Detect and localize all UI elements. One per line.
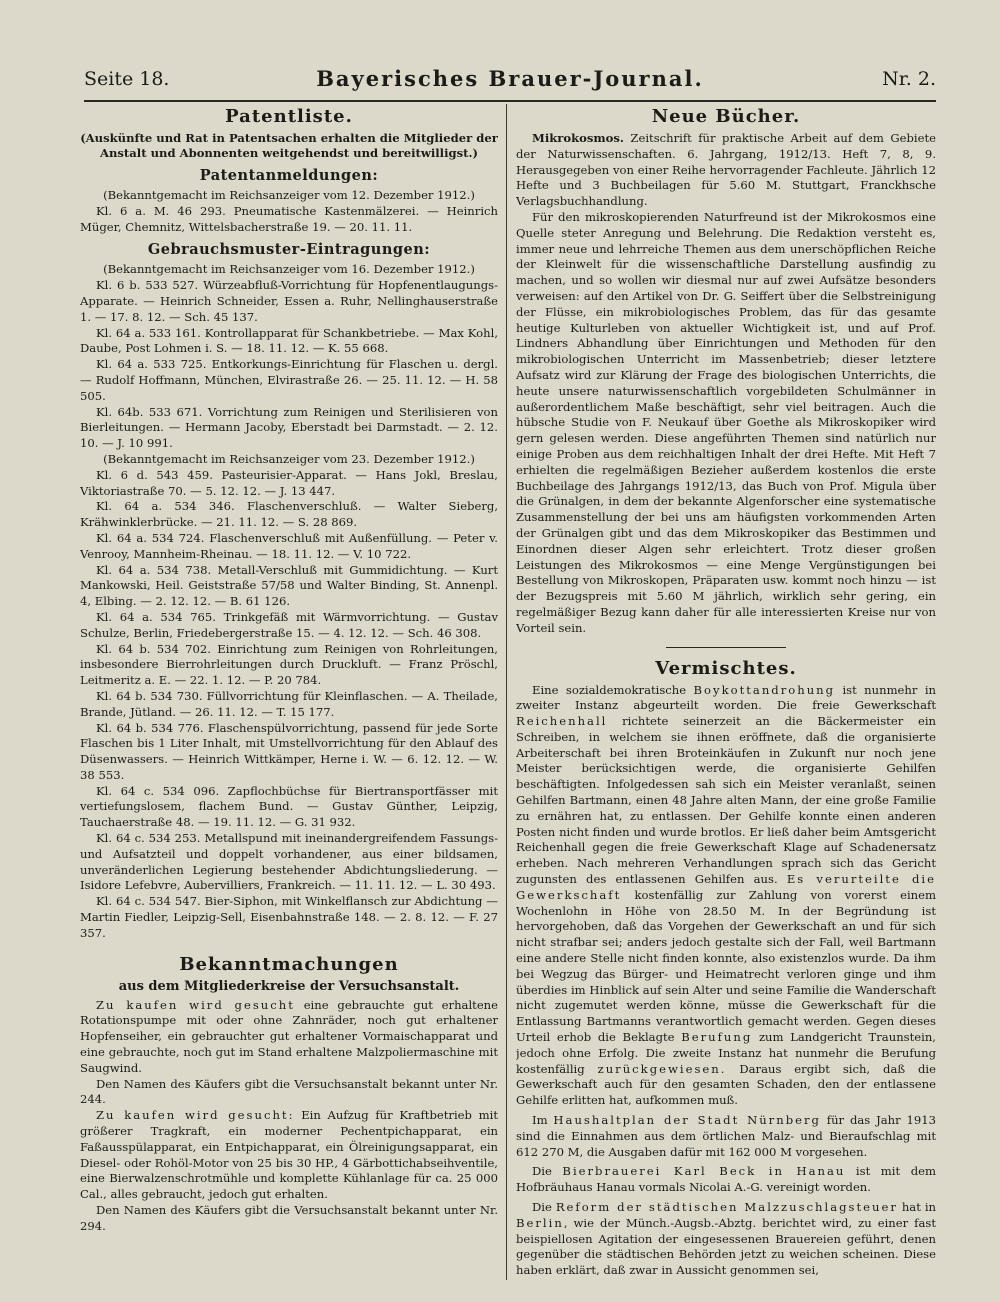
- patentliste-title: Patentliste.: [225, 106, 353, 127]
- ad-text: eine gebrauchte gut erhaltene Rotationspumpe mit oder ohne Zahnräder, noch gut erhaltener Hopfenseiher, ein gebrauchter gut erhaltener Vormaischapparat und eine gebrauchte, noch gut im Stand erhaltene Malzpoliermaschine mit Saugwind.: [80, 997, 498, 1075]
- column-divider: [506, 104, 507, 1280]
- patent-entry: Kl. 6 b. 533 527. Würzeabfluß-Vorrichtung für Hopfenentlaugungs-Apparate. — Heinrich Schneider, Essen a. Ruhr, Nellinghauserstraße 1. — 17. 8. 12. — Sch. 45 137.: [80, 278, 498, 324]
- text: Daraus ergibt sich, daß die Gewerkschaft auch für den gesamten Schaden, den der entlassene Gehilfe erlitten hat, aufkommen muß.: [516, 1061, 936, 1108]
- issue-number: Nr. 2.: [882, 68, 936, 90]
- right-column: [516, 104, 936, 1282]
- neue-buecher-title: Neue Bücher.: [651, 106, 801, 127]
- spaced-text: Reform der städtischen Malzzuschlagsteuer: [555, 1200, 898, 1214]
- patent-entry: Kl. 64 b. 534 702. Einrichtung zum Reinigen von Rohrleitungen, insbesondere Bierrohrleitungen durch Druckluft. — Franz Pröschl, Leitmeritz a. E. — 22. 1. 12. — P. 20 784.: [80, 641, 498, 688]
- ad-paragraph-2: Den Namen des Käufers gibt die Versuchsanstalt bekannt unter Nr. 244.: [80, 1076, 498, 1107]
- spaced-text: zurückgewiesen.: [597, 1061, 727, 1076]
- text: Die: [532, 1200, 556, 1214]
- spaced-text: Berlin: [516, 1215, 564, 1230]
- text: hat in: [897, 1200, 936, 1214]
- vermischtes-paragraph-1: [516, 683, 936, 1110]
- journal-title: Bayerisches Brauer-Journal.: [316, 66, 704, 91]
- spaced-text: Berufung: [681, 1030, 753, 1045]
- gebrauchsmuster-title: Gebrauchsmuster-Eintragungen:: [147, 241, 431, 259]
- spaced-text: Reichenhall: [516, 714, 608, 729]
- ad-paragraph-1: [80, 998, 498, 1077]
- spaced-text: Boykottandrohung: [693, 682, 836, 697]
- gebrauchsmuster-source-1: (Bekanntgemacht im Reichsanzeiger vom 16. Dezember 1912.): [103, 262, 475, 277]
- text: kostenfällig zur Zahlung von vorerst einem Wochenlohn in Höhe von 28.50 M. In der Begründung ist hervorgehoben, daß das Vorgehen der Gewerkschaft an und für sich nicht strafbar sei; anders jedoch gestalte sich der Fall, weil Bartmann eine andere Stelle nicht finden konnte, also existenzlos wurde. Da ihm bei Wegzug das Bürger- und Heimatrecht verloren ginge und ihm überdies im Hinblick auf sein Alter und seine Familie die Wanderschaft nicht zugemutet werden könne, müsse die Gewerkschaft für die Entlassung Bartmanns verantwortlich gemacht werden. Gegen dieses Urteil erhob die Beklagte: [516, 887, 936, 1045]
- patent-entry: Kl. 64 b. 534 776. Flaschenspülvorrichtung, passend für jede Sorte Flaschen bis 1 Liter Inhalt, mit Umstellvorrichtung für den Ablauf des Düsenwassers. — Heinrich Wittkämper, Herne i. W. — 6. 12. 12. — W. 38 553.: [80, 720, 498, 782]
- patent-entry: Kl. 64 a. 534 724. Flaschenverschluß mit Außenfüllung. — Peter v. Venrooy, Mannheim-Rheinau. — 18. 11. 12. — V. 10 722.: [80, 530, 498, 561]
- text: ist mit dem Hofbräuhaus Hanau vormals Nicolai A.-G. vereinigt worden.: [516, 1164, 936, 1195]
- vermischtes-paragraph-2: [516, 1113, 936, 1160]
- patent-entry: Kl. 64 a. 534 765. Trinkgefäß mit Wärmvorrichtung. — Gustav Schulze, Berlin, Friedebergerstraße 15. — 4. 12. 12. — Sch. 46 308.: [80, 609, 498, 640]
- patent-entry: Kl. 64 c. 534 096. Zapflochbüchse für Biertransportfässer mit vertiefungslosem, flachem Bund. — Gustav Günther, Leipzig, Tauchaerstraße 48. — 19. 11. 12. — G. 31 932.: [80, 783, 498, 830]
- vermischtes-paragraph-3: [516, 1164, 936, 1196]
- ad-paragraph-4: Den Namen des Käufers gibt die Versuchsanstalt bekannt unter Nr. 294.: [80, 1203, 498, 1233]
- anmeldungen-title: Patentanmeldungen:: [199, 167, 379, 184]
- page-header: [84, 62, 936, 102]
- patent-entry: Kl. 64 b. 534 730. Füllvorrichtung für Kleinflaschen. — A. Theilade, Brande, Jütland. — 26. 11. 12. — T. 15 177.: [80, 688, 498, 719]
- text: , wie der Münch.-Augsb.-Abztg. berichtet wird, zu einer fast beispiellosen Agitation der eingesessenen Brauereien geführt, denen gegenüber die städtischen Behörden jetzt zu weichen scheinen. Diese haben erklärt, daß zwar in Aussicht genommen sei,: [516, 1215, 936, 1278]
- buecher-text: Zeitschrift für praktische Arbeit auf dem Gebiete der Naturwissenschaften. 6. Jahrgang, 1912/13. Heft 7, 8, 9. Herausgegeben von einer Reihe hervorragender Fachleute. Jährlich 12 Hefte und 3 Buchbeilagen für 5.60 M. Stuttgart, Franckhsche Verlagsbuchhandlung.: [516, 131, 936, 209]
- section-rule: [666, 647, 786, 648]
- page-number: Seite 18.: [84, 68, 170, 90]
- spaced-text: Bierbrauerei Karl Beck in Hanau: [562, 1164, 846, 1179]
- bekanntmachungen-subtitle: aus dem Mitgliederkreise der Versuchsanstalt.: [118, 978, 460, 994]
- ad-lead: Zu kaufen wird gesucht:: [96, 1108, 295, 1123]
- patent-entry: Kl. 64 a. 534 738. Metall-Verschluß mit Gummidichtung. — Kurt Mankowski, Heil. Geiststraße 57/58 und Walter Binding, St. Annenpl. 4, Elbing. — 2. 12. 12. — B. 61 126.: [80, 562, 498, 609]
- text: richtete seinerzeit an die Bäckermeister ein Schreiben, in welchem sie ihnen eröffnete, daß die organisierte Arbeiterschaft bei ihren Broteinkäufen in Zukunft nur noch jene Meister berücksichtigen werde, die organisierte Gehilfen beschäftigten. Infolgedessen sah sich ein Meister veranlaßt, seinen Gehilfen Bartmann, einen 48 Jahre alten Mann, der eine große Familie zu ernähren hat, zu entlassen. Der Gehilfe konnte einen anderen Posten nicht finden und wurde brotlos. Er ließ daher beim Amtsgericht Reichenhall gegen die freie Gewerkschaft Klage auf Schadenersatz erheben. Nach mehreren Verhandlungen sprach sich das Gericht zugunsten des entlassenen Gehilfen aus.: [516, 714, 936, 887]
- patent-entry: Kl. 64 c. 534 547. Bier-Siphon, mit Winkelflansch zur Abdichtung — Martin Fiedler, Leipzig-Sell, Eisenbahnstraße 148. — 2. 8. 12. — F. 27 357.: [80, 894, 498, 940]
- buecher-lead: Mikrokosmos.: [532, 131, 624, 145]
- ad-lead: Zu kaufen wird gesucht: [96, 997, 295, 1012]
- text: ist nunmehr in zweiter Instanz abgeurteilt worden. Die freie Gewerkschaft: [516, 682, 936, 713]
- ad-text: Ein Aufzug für Kraftbetrieb mit größerer Tragkraft, ein moderner Pechentpichapparat, ein Faßausspülapparat, ein Entpichapparat, ein Ölreinigungsapparat, ein Diesel- oder Rohöl-Motor von 25 bis 30 HP., 4 Gärbottichabseihventile, eine Bierwalzenschrotmühle und komplette Kühlanlage für ca. 25 000 Cal., alles gebraucht, jedoch gut erhalten.: [80, 1108, 498, 1202]
- ad-paragraph-3: [80, 1108, 498, 1203]
- text: Eine sozialdemokratische: [532, 682, 694, 697]
- patent-entry: Kl. 64 a. 533 161. Kontrollapparat für Schankbetriebe. — Max Kohl, Daube, Post Lohmen i. S. — 18. 11. 12. — K. 55 668.: [80, 325, 498, 356]
- patent-entry: Kl. 64 c. 534 253. Metallspund mit ineinandergreifendem Fassungs- und Aufsatzteil und doppelt vorhandener, aus einer bildsamen, unveränderlichen Legierung bestehender Abdichtungsliederung. — Isidore Lefebvre, Aubervilliers, Frankreich. — 11. 11. 12. — L. 30 493.: [80, 831, 498, 893]
- gebrauchsmuster-source-2: (Bekanntgemacht im Reichsanzeiger vom 23. Dezember 1912.): [103, 451, 475, 466]
- spaced-text: Es verurteilte die Gewerkschaft: [516, 872, 936, 902]
- patent-entry: Kl. 64b. 533 671. Vorrichtung zum Reinigen und Sterilisieren von Bierleitungen. — Hermann Jacoby, Eberstadt bei Darmstadt. — 2. 12. 10. — J. 10 991.: [80, 404, 498, 451]
- vermischtes-paragraph-4: [516, 1200, 936, 1279]
- text: Im: [532, 1113, 554, 1128]
- patent-entry: Kl. 6 d. 543 459. Pasteurisier-Apparat. — Hans Jokl, Breslau, Viktoriastraße 70. — 5. 12. 12. — J. 13 447.: [80, 467, 498, 498]
- anmeldung-entry: Kl. 6 a. M. 46 293. Pneumatische Kastenmälzerei. — Heinrich Müger, Chemnitz, Wittelsbacherstraße 19. — 20. 11. 11.: [80, 203, 498, 234]
- vermischtes-title: Vermischtes.: [655, 657, 797, 679]
- patent-entry: Kl. 64 a. 534 346. Flaschenverschluß. — Walter Sieberg, Krähwinklerbrücke. — 21. 11. 12. — S. 28 869.: [80, 499, 498, 530]
- patentliste-note: (Auskünfte und Rat in Patentsachen erhalten die Mitglieder der Anstalt und Abonnenten weitgehendst und bereitwilligst.): [80, 131, 498, 160]
- anmeldungen-source: (Bekanntgemacht im Reichsanzeiger vom 12. Dezember 1912.): [103, 188, 475, 202]
- text: Die: [532, 1164, 563, 1179]
- buecher-paragraph-1: [516, 131, 936, 210]
- text: für das Jahr 1913 sind die Einnahmen aus dem örtlichen Malz- und Bieraufschlag mit 612 270 M, die Ausgaben dafür mit 162 000 M vorgesehen.: [516, 1113, 936, 1159]
- buecher-paragraph-2: Für den mikroskopierenden Naturfreund ist der Mikrokosmos eine Quelle steter Anregung und Belehrung. Die Redaktion versteht es, immer neue und lehrreiche Themen aus dem unerschöpflichen Reiche der Kleinwelt für die wissenschaftliche Darstellung ausfindig zu machen, und so wollen wir diesmal nur auf zwei Aufsätze besonders verweisen: auf den Artikel von Dr. G. Seiffert über die Selbstreinigung der Flüsse, ein mikrobiologisches Problem, das für das gesamte heutige Kulturleben von aktueller Wichtigkeit ist, und auf Prof. Lindners Abhandlung über Einrichtungen und Methoden für den mikrobiologischen Unterricht im Massenbetrieb; dieser letztere Aufsatz wird zur Klärung der Frage des biologischen Unterrichts, die heute unsere naturwissenschaftlich vorgebildeten Schulmänner in außerordentlichem Maße beschäftigt, sehr viel beitragen. Auch die hübsche Studie von F. Neukauf über Goethe als Mikroskopiker wird gern gelesen werden. Diese angeführten Themen sind natürlich nur einige Proben aus dem reichhaltigen Inhalt der drei Hefte. Mit Heft 7 erhielten die regelmäßigen Bezieher außerdem kostenlos die erste Buchbeilage des Jahrgangs 1912/13, das Buch von Prof. Migula über die Grünalgen, in dem der bekannte Algenforscher eine systematische Zusammenstellung der bei uns am häufigsten vorkommenden Arten der Grünalgen gibt und das dem Mikroskopiker das Bestimmen und Einordnen dieser Algen sehr erleichtert. Trotz dieser großen Leistungen des Mikrokosmos — eine Menge Vergünstigungen bei Bestellung von Mikroskopen, Präparaten usw. kommt noch hinzu — ist der Bezugspreis mit 5.60 M jährlich, wirklich sehr gering, ein regelmäßiger Bezug kann daher für alle interessierten Kreise nur von Vorteil sein.: [516, 209, 936, 635]
- left-column: [80, 104, 498, 1282]
- patent-entry: Kl. 64 a. 533 725. Entkorkungs-Einrichtung für Flaschen u. dergl. — Rudolf Hoffmann, München, Elvirastraße 26. — 25. 11. 12. — H. 58 505.: [80, 357, 498, 403]
- text: zum Landgericht Traunstein, jedoch ohne Erfolg. Die zweite Instanz hat nunmehr die Berufung kostenfällig: [516, 1030, 936, 1076]
- spaced-text: Haushaltplan der Stadt Nürnberg: [553, 1113, 821, 1128]
- bekanntmachungen-title: Bekanntmachungen: [179, 953, 399, 975]
